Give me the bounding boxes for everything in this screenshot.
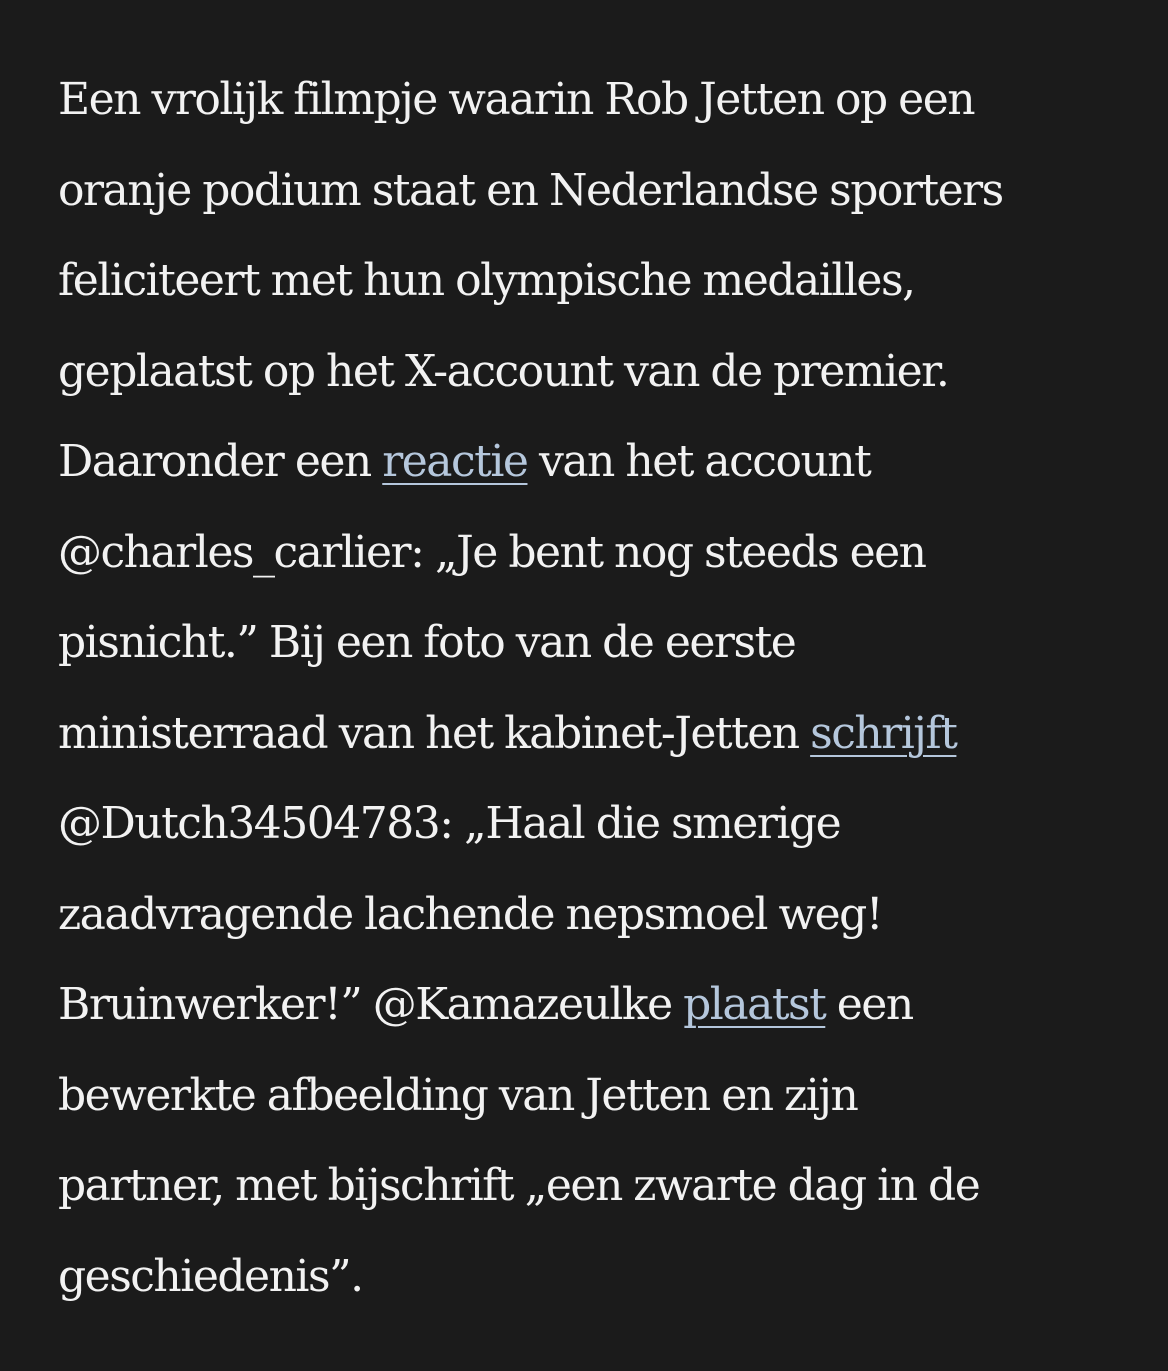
plaatst-link[interactable]: plaatst <box>683 979 826 1030</box>
paragraph-line: geschiedenis”. <box>58 1250 363 1302</box>
paragraph-line: bewerkte afbeelding van Jetten en zijn <box>58 1069 858 1121</box>
text-segment: een <box>825 979 913 1030</box>
schrijft-link[interactable]: schrijft <box>810 707 957 759</box>
paragraph-line: @charles_carlier: „Je bent nog steeds een <box>58 526 926 578</box>
paragraph-line: oranje podium staat en Nederlandse sporters <box>58 164 1003 216</box>
paragraph-line <box>58 417 1138 508</box>
paragraph-line <box>58 689 1138 780</box>
paragraph-line: Een vrolijk filmpje waarin Rob Jetten op een <box>58 74 975 125</box>
reactie-link[interactable]: reactie <box>382 436 528 487</box>
paragraph-line: zaadvragende lachende nepsmoel weg! <box>58 888 883 940</box>
paragraph-line: @Dutch34504783: „Haal die smerige <box>58 798 841 849</box>
text-segment: ministerraad van het kabinet-Jetten <box>58 707 811 759</box>
paragraph-line: partner, met bijschrift „een zwarte dag in de <box>58 1160 980 1211</box>
paragraph-line: pisnicht.” Bij een foto van de eerste <box>58 617 796 668</box>
paragraph-line: feliciteert met hun olympische medailles, <box>58 255 915 306</box>
paragraph-line <box>58 960 1138 1051</box>
text-segment: Daaronder een <box>58 436 383 487</box>
text-segment: van het account <box>527 436 871 487</box>
article-body <box>58 55 1138 1322</box>
paragraph-line: geplaatst op het X-account van de premier. <box>58 345 949 397</box>
article-paragraph <box>58 55 1138 1322</box>
text-segment: Bruinwerker!” @Kamazeulke <box>58 979 684 1030</box>
